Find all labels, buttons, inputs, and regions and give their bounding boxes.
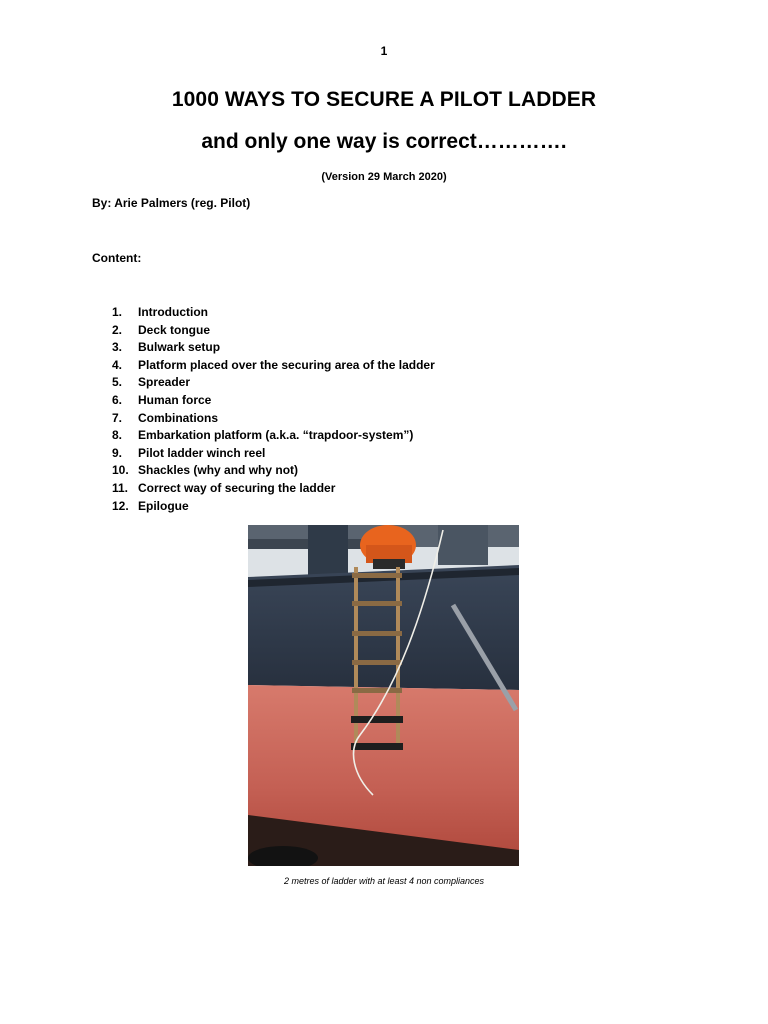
toc-item [112,445,435,463]
table-of-contents [112,304,435,515]
toc-item [112,392,435,410]
toc-item [112,410,435,428]
toc-number: 9. [112,445,123,460]
toc-number: 2. [112,322,123,337]
content-heading: Content: [92,251,142,265]
toc-number: 6. [112,392,123,407]
toc-number: 11. [112,480,129,495]
toc-item [112,480,435,498]
toc-label: Correct way of securing the ladder [138,480,336,495]
toc-number: 1. [112,305,123,319]
photo-caption: 2 metres of ladder with at least 4 non compliances [283,876,485,886]
toc-label: Platform placed over the securing area of the ladder [138,357,435,372]
toc-number: 3. [112,340,123,355]
toc-number: 5. [112,375,123,390]
toc-number: 12. [112,498,129,513]
toc-item [112,322,435,340]
toc-label: Human force [138,392,212,407]
toc-item [112,427,435,445]
author-line: By: Arie Palmers (reg. Pilot) [92,196,251,210]
toc-number: 7. [112,410,123,425]
toc-number: 8. [112,428,123,443]
toc-item [112,498,435,516]
toc-label: Combinations [138,410,218,425]
toc-label: Shackles (why and why not) [138,463,299,478]
toc-label: Bulwark setup [138,340,221,355]
toc-label: Deck tongue [138,322,211,337]
document-title: 1000 WAYS TO SECURE A PILOT LADDER [171,88,597,111]
document-subtitle: and only one way is correct…………. [201,130,567,153]
toc-item [112,357,435,375]
toc-item [112,462,435,480]
toc-label: Pilot ladder winch reel [138,445,266,460]
toc-label: Spreader [138,375,191,390]
toc-label: Epilogue [138,498,189,513]
page-number: 1 [380,44,388,58]
version-note: (Version 29 March 2020) [321,171,447,183]
toc-label: Introduction [138,305,208,319]
toc-number: 10. [112,463,129,478]
toc-number: 4. [112,357,123,372]
toc-item [112,339,435,357]
pilot-ladder-photo [248,525,519,866]
toc-item [112,304,435,322]
toc-label: Embarkation platform (a.k.a. “trapdoor-system”) [138,428,414,443]
toc-item [112,374,435,392]
